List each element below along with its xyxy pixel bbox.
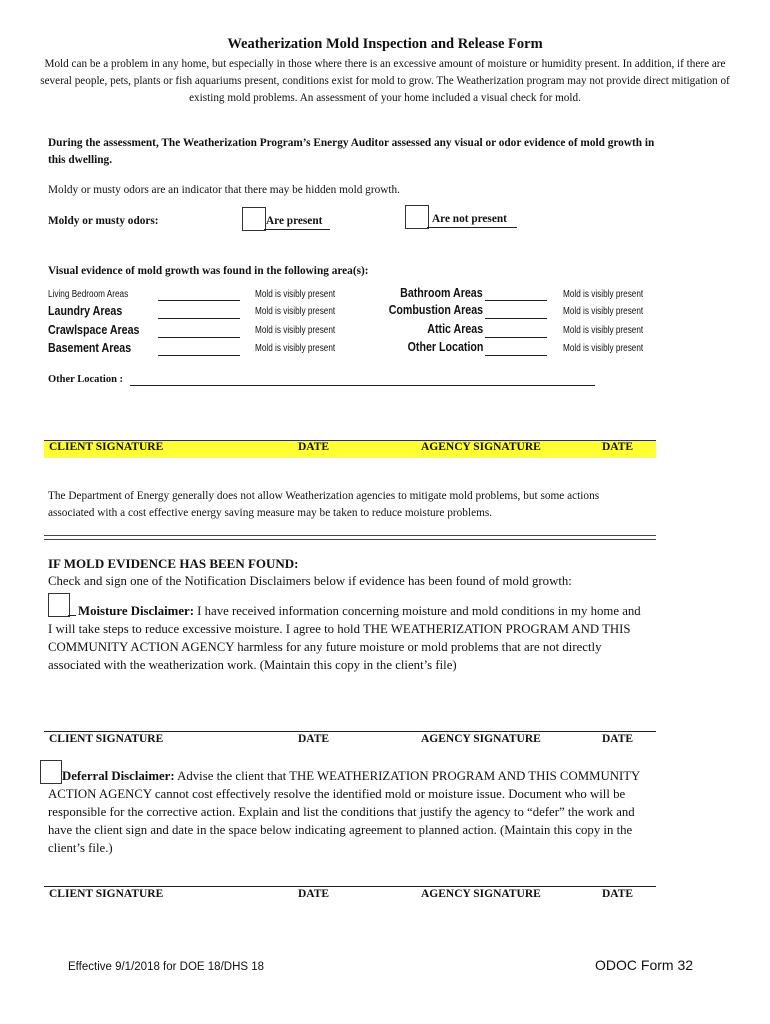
date-label: DATE: [602, 733, 634, 745]
mold-present-text: Mold is visibly present: [255, 306, 336, 317]
moisture-disclaimer-text: I have received information concerning moisture and mold conditions in my home and I will take steps to reduce excessive moisture. I agree to hold THE WEATHERIZATION PROGRAM AND THIS COMMUNITY ACTION AGENCY harmless for any future moisture or mold problems that are not directly associated with the weatherization work. (Maintain this copy in the client’s file): [48, 604, 641, 672]
deferral-disclaimer-text: Advise the client that THE WEATHERIZATION PROGRAM AND THIS COMMUNITY ACTION AGENCY cannot cost effectively resolve the identified mold or moisture issue. Document who will be responsible for the corrective action. Explain and list the conditions that justify the agency to “defer” the work and have the client sign and date in the space below indicating agreement to planned action. (Maintain this copy in the client’s file.): [48, 769, 640, 855]
odors-not-present-label: Are not present: [432, 213, 507, 225]
agency-signature-label: AGENCY SIGNATURE: [421, 888, 541, 900]
area-label-basement: Basement Areas: [48, 340, 132, 355]
evidence-subheading: Check and sign one of the Notification Disclaimers below if evidence has been found of mold growth:: [48, 574, 572, 588]
date-label: DATE: [602, 888, 634, 900]
mold-present-text: Mold is visibly present: [563, 306, 644, 317]
client-signature-label: CLIENT SIGNATURE: [49, 733, 164, 745]
area-line-combustion[interactable]: [485, 318, 547, 319]
client-signature-label: CLIENT SIGNATURE: [49, 441, 164, 453]
signature-line[interactable]: [44, 886, 656, 887]
area-label-crawlspace: Crawlspace Areas: [48, 322, 140, 337]
visual-evidence-heading: Visual evidence of mold growth was found in the following area(s):: [48, 265, 369, 277]
area-label-living-bedroom: Living Bedroom Areas: [48, 289, 129, 300]
odors-not-present-underline: [427, 227, 517, 228]
intro-paragraph: Mold can be a problem in any home, but especially in those where there is an excessive amount of moisture or humidity present. In addition, if there are several people, pets, plants or fish aquariums present, conditions exist for mold to grow. The Weatherization program may not provide direct mitigation of existing mold problems. An assessment of your home included a visual check for mold.: [40, 58, 730, 104]
signature-line[interactable]: [44, 731, 656, 732]
area-line-bathroom[interactable]: [485, 300, 547, 301]
effective-date-footer: Effective 9/1/2018 for DOE 18/DHS 18: [68, 961, 265, 973]
section-divider: [44, 535, 656, 540]
date-label: DATE: [298, 888, 330, 900]
doe-note: The Department of Energy generally does not allow Weatherization agencies to mitigate mold problems, but some actions associated with a cost effective energy saving measure may be taken to reduce moisture problems.: [48, 490, 600, 519]
client-signature-label: CLIENT SIGNATURE: [49, 888, 164, 900]
area-line-living-bedroom[interactable]: [158, 300, 240, 301]
area-label-other-location: Other Location: [407, 339, 483, 354]
odors-not-present-checkbox[interactable]: [405, 205, 429, 229]
area-label-combustion: Combustion Areas: [388, 302, 483, 317]
odors-present-checkbox[interactable]: [242, 207, 266, 231]
form-title: Weatherization Mold Inspection and Release Form: [227, 36, 543, 52]
area-label-bathroom: Bathroom Areas: [400, 285, 483, 300]
mold-present-text: Mold is visibly present: [563, 289, 644, 300]
mold-present-text: Mold is visibly present: [255, 289, 336, 300]
agency-signature-label: AGENCY SIGNATURE: [421, 733, 541, 745]
other-location-line[interactable]: [130, 385, 595, 386]
evidence-heading: IF MOLD EVIDENCE HAS BEEN FOUND:: [48, 556, 299, 571]
mold-present-text: Mold is visibly present: [255, 343, 336, 354]
deferral-disclaimer-label: Deferral Disclaimer:: [62, 769, 175, 783]
odor-note: Moldy or musty odors are an indicator that there may be hidden mold growth.: [48, 184, 401, 196]
area-line-attic[interactable]: [485, 337, 547, 338]
agency-signature-label: AGENCY SIGNATURE: [421, 441, 541, 453]
deferral-disclaimer: [48, 767, 648, 857]
moisture-disclaimer: [48, 602, 648, 674]
date-label: DATE: [602, 441, 634, 453]
area-line-other-location[interactable]: [485, 355, 547, 356]
area-label-laundry: Laundry Areas: [48, 303, 123, 318]
assessment-statement: During the assessment, The Weatherization Program’s Energy Auditor assessed any visual or odor evidence of mold growth in this dwelling.: [48, 137, 655, 166]
other-location-label: Other Location :: [48, 374, 124, 385]
mold-present-text: Mold is visibly present: [563, 343, 644, 354]
moisture-disclaimer-label: Moisture Disclaimer:: [78, 604, 194, 618]
date-label: DATE: [298, 733, 330, 745]
form-number-footer: ODOC Form 32: [595, 957, 694, 973]
area-label-attic: Attic Areas: [427, 321, 483, 336]
mold-present-text: Mold is visibly present: [563, 325, 644, 336]
odors-present-underline: [264, 229, 330, 230]
odors-label: Moldy or musty odors:: [48, 215, 159, 227]
area-line-crawlspace[interactable]: [158, 337, 240, 338]
area-line-basement[interactable]: [158, 355, 240, 356]
odors-present-label: Are present: [266, 215, 323, 227]
date-label: DATE: [298, 441, 330, 453]
mold-present-text: Mold is visibly present: [255, 325, 336, 336]
area-line-laundry[interactable]: [158, 318, 240, 319]
